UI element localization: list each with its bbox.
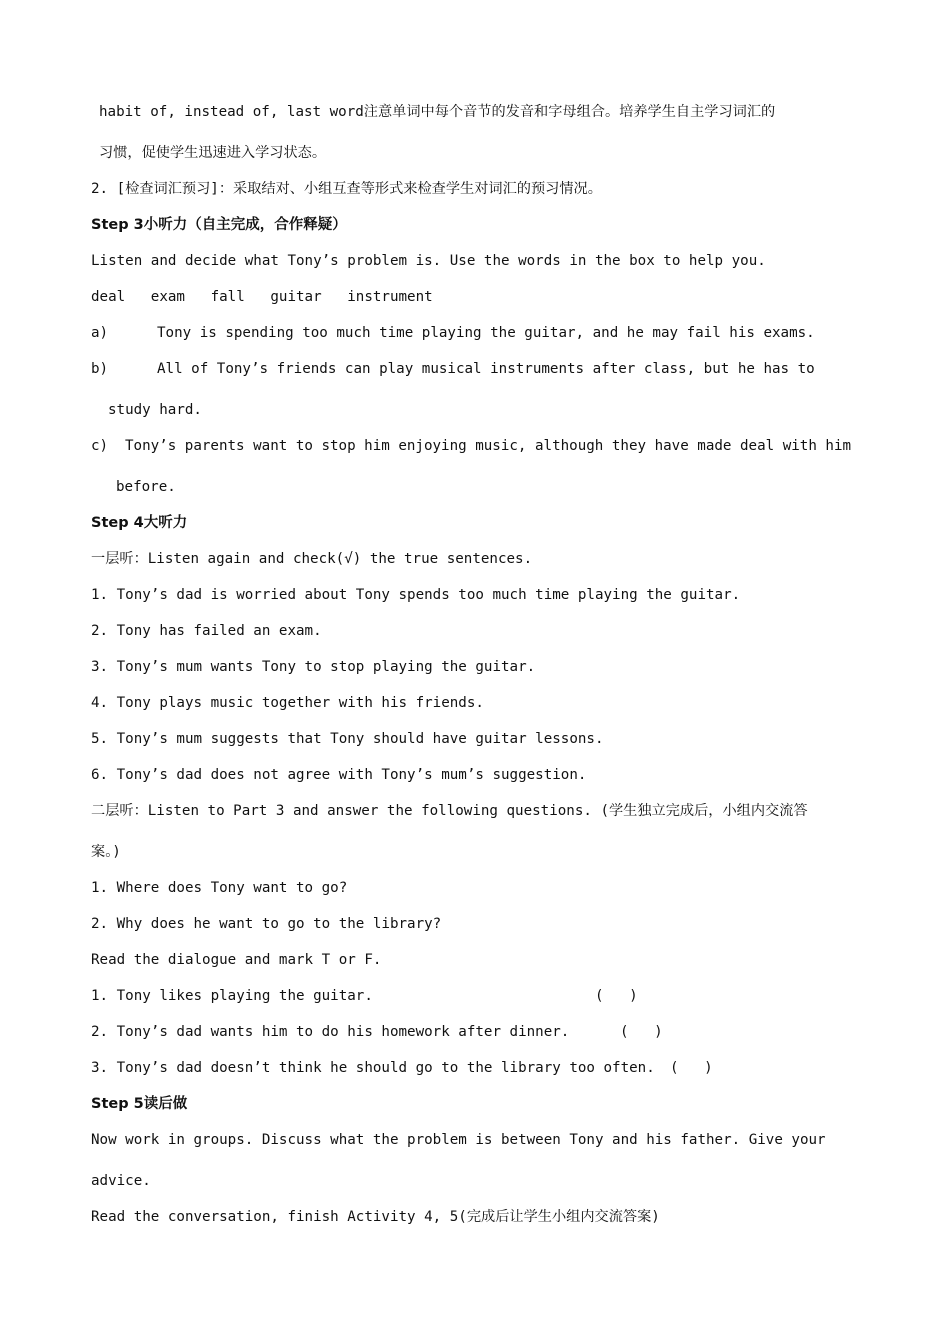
tf-item: 1. Tony likes playing the guitar.	[91, 988, 373, 1004]
tf-item: 2. Tony’s dad wants him to do his homework after dinner.	[91, 1024, 570, 1040]
word-box: deal exam fall guitar instrument	[91, 289, 433, 305]
paragraph-line: 2. [检查词汇预习]：采取结对、小组互查等形式来检查学生对词汇的预习情况。	[91, 181, 602, 197]
option-label: b)	[91, 361, 109, 377]
paragraph-line: habit of, instead of, last word注意单词中每个音节的发音和字母组合。培养学生自主学习词汇的	[99, 104, 776, 120]
question-item: 1. Where does Tony want to go?	[91, 880, 348, 896]
answer-blank[interactable]: ( )	[620, 1024, 663, 1040]
tf-item: 3. Tony’s dad doesn’t think he should go to the library too often.	[91, 1060, 655, 1076]
step-5-heading: Step 5读后做	[91, 1096, 188, 1112]
option-a	[91, 323, 815, 343]
answer-blank[interactable]: ( )	[595, 988, 638, 1004]
paragraph-line: 习惯，促使学生迅速进入学习状态。	[99, 145, 327, 161]
answer-blank[interactable]: ( )	[670, 1060, 713, 1076]
sentence-item: 1. Tony’s dad is worried about Tony spends too much time playing the guitar.	[91, 587, 741, 603]
option-c-continued: before.	[116, 479, 176, 495]
option-text: Tony’s parents want to stop him enjoying music, although they have made deal with him	[125, 438, 852, 454]
step-3-heading: Step 3小听力（自主完成，合作释疑）	[91, 217, 347, 233]
paragraph-line: Read the conversation, finish Activity 4, 5(完成后让学生小组内交流答案)	[91, 1209, 660, 1225]
sentence-item: 6. Tony’s dad does not agree with Tony’s mum’s suggestion.	[91, 767, 587, 783]
step-4-heading: Step 4大听力	[91, 515, 188, 531]
paragraph-line: Now work in groups. Discuss what the problem is between Tony and his father. Give your	[91, 1132, 826, 1148]
sentence-item: 3. Tony’s mum wants Tony to stop playing the guitar.	[91, 659, 536, 675]
sentence-item: 2. Tony has failed an exam.	[91, 623, 322, 639]
question-item: 2. Why does he want to go to the library?	[91, 916, 442, 932]
option-b-continued: study hard.	[108, 402, 202, 418]
paragraph-line: 案。)	[91, 844, 121, 860]
option-text: Tony is spending too much time playing the guitar, and he may fail his exams.	[157, 325, 815, 341]
paragraph-line: 一层听：Listen again and check(√) the true sentences.	[91, 551, 533, 567]
option-c	[91, 436, 851, 456]
paragraph-line: Read the dialogue and mark T or F.	[91, 952, 382, 968]
paragraph-line: Listen and decide what Tony’s problem is. Use the words in the box to help you.	[91, 253, 766, 269]
option-label: a)	[91, 325, 109, 341]
option-label: c)	[91, 438, 109, 454]
paragraph-line: advice.	[91, 1173, 151, 1189]
option-text: All of Tony’s friends can play musical instruments after class, but he has to	[157, 361, 815, 377]
paragraph-line: 二层听：Listen to Part 3 and answer the following questions. (学生独立完成后，小组内交流答	[91, 803, 808, 819]
option-b	[91, 359, 815, 379]
sentence-item: 5. Tony’s mum suggests that Tony should have guitar lessons.	[91, 731, 604, 747]
sentence-item: 4. Tony plays music together with his friends.	[91, 695, 484, 711]
